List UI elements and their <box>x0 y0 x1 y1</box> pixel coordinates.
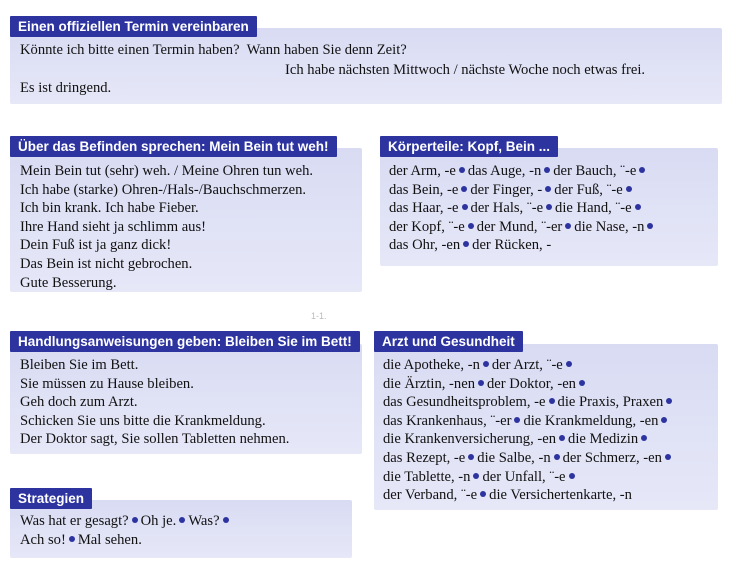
befinden-line: Ich habe (starke) Ohren-/Hals-/Bauchschmerzen. <box>20 181 307 198</box>
word: das Haar, -e <box>389 200 459 217</box>
bullet-dot <box>579 380 585 386</box>
page-mark: 1-1. <box>311 311 327 321</box>
bullet-dot <box>461 186 467 192</box>
bullet-dot <box>179 517 185 523</box>
word: die Nase, -n <box>574 218 645 235</box>
word: die Tablette, -n <box>383 468 471 485</box>
word: die Salbe, -n <box>477 449 551 466</box>
word: die Ärztin, -nen <box>383 375 475 392</box>
arzt-row <box>383 393 675 412</box>
word: der Finger, - <box>470 181 543 198</box>
arzt-row <box>383 449 675 468</box>
bullet-dot <box>69 536 75 542</box>
bullet-dot <box>462 204 468 210</box>
bullet-dot <box>626 186 632 192</box>
word: das Krankenhaus, ¨-er <box>383 412 512 429</box>
bullet-dot <box>565 223 571 229</box>
word: das Rezept, -e <box>383 449 466 466</box>
handlung-line: Bleiben Sie im Bett. <box>20 357 139 373</box>
befinden-line: Mein Bein tut (sehr) weh. / Meine Ohren tun weh. <box>20 163 314 179</box>
koerperteile-row <box>389 199 656 218</box>
phrase: Was? <box>188 513 220 529</box>
arzt-row <box>383 375 675 394</box>
koerperteile-row <box>389 218 656 237</box>
befinden-line: Gute Besserung. <box>20 274 117 291</box>
bullet-dot <box>468 223 474 229</box>
word: der Arzt, ¨-e <box>491 357 563 373</box>
strategien-row <box>20 531 232 550</box>
befinden-line: Das Bein ist nicht gebrochen. <box>20 255 193 272</box>
arzt-row <box>383 356 675 375</box>
word: das Ohr, -en <box>389 237 461 254</box>
word: die Krankenversicherung, -en <box>383 431 557 448</box>
bullet-dot <box>639 167 645 173</box>
word: der Mund, ¨-er <box>476 218 563 235</box>
koerperteile-row <box>389 181 656 200</box>
word: das Bein, -e <box>389 181 459 198</box>
bullet-dot <box>480 491 486 497</box>
arzt-row <box>383 486 675 505</box>
termin-line-1 <box>20 41 407 60</box>
termin-text <box>20 41 407 60</box>
word: der Bauch, ¨-e <box>553 163 637 179</box>
koerperteile-text <box>389 162 656 255</box>
word: die Hand, ¨-e <box>555 200 632 217</box>
bullet-dot <box>514 417 520 423</box>
bullet-dot <box>459 167 465 173</box>
word: der Schmerz, -en <box>562 449 662 466</box>
arzt-row <box>383 468 675 487</box>
bullet-dot <box>546 204 552 210</box>
word: die Krankmeldung, -en <box>523 412 659 429</box>
bullet-dot <box>661 417 667 423</box>
bullet-dot <box>641 435 647 441</box>
befinden-line: Ihre Hand sieht ja schlimm aus! <box>20 218 207 235</box>
bullet-dot <box>549 398 555 404</box>
koerperteile-row <box>389 162 656 181</box>
strategien-text <box>20 512 232 549</box>
befinden-text <box>20 162 313 292</box>
bullet-dot <box>554 454 560 460</box>
word: der Fuß, ¨-e <box>554 181 623 198</box>
handlung-line: Sie müssen zu Hause bleiben. <box>20 375 194 392</box>
word: das Auge, -n <box>467 163 542 179</box>
word: die Apotheke, -n <box>383 357 480 373</box>
phrase: Ach so! <box>20 531 66 548</box>
termin-question-1: Könnte ich bitte einen Termin haben? <box>20 42 240 58</box>
word: die Medizin <box>568 431 639 448</box>
bullet-dot <box>483 361 489 367</box>
termin-answer-2: Es ist dringend. <box>20 80 112 96</box>
bullet-dot <box>635 204 641 210</box>
arzt-heading: Arzt und Gesundheit <box>374 331 523 352</box>
word: der Arm, -e <box>389 163 456 179</box>
phrase: Was hat er gesagt? <box>20 513 129 529</box>
handlung-line: Schicken Sie uns bitte die Krankmeldung. <box>20 412 266 429</box>
handlung-heading: Handlungsanweisungen geben: Bleiben Sie im Bett! <box>10 331 360 352</box>
word: der Rücken, - <box>472 237 552 254</box>
koerperteile-row <box>389 236 656 255</box>
word: der Doktor, -en <box>487 375 576 392</box>
word: die Praxis, Praxen <box>557 394 664 411</box>
word: der Unfall, ¨-e <box>482 468 566 485</box>
bullet-dot <box>647 223 653 229</box>
bullet-dot <box>545 186 551 192</box>
word: das Gesundheitsproblem, -e <box>383 394 546 411</box>
bullet-dot <box>566 361 572 367</box>
befinden-heading: Über das Befinden sprechen: Mein Bein tut weh! <box>10 136 337 157</box>
befinden-line: Dein Fuß ist ja ganz dick! <box>20 237 172 254</box>
bullet-dot <box>478 380 484 386</box>
bullet-dot <box>665 454 671 460</box>
termin-answer-1: Ich habe nächsten Mittwoch / nächste Woche noch etwas frei. <box>285 62 646 78</box>
befinden-line: Ich bin krank. Ich habe Fieber. <box>20 200 199 217</box>
phrase: Mal sehen. <box>77 531 142 548</box>
word: der Kopf, ¨-e <box>389 218 465 235</box>
handlung-text <box>20 356 289 449</box>
handlung-line: Der Doktor sagt, Sie sollen Tabletten nehmen. <box>20 431 290 448</box>
bullet-dot <box>544 167 550 173</box>
termin-heading: Einen offiziellen Termin vereinbaren <box>10 16 257 37</box>
arzt-text <box>383 356 675 505</box>
bullet-dot <box>463 241 469 247</box>
word: die Versichertenkarte, -n <box>489 487 632 504</box>
bullet-dot <box>473 473 479 479</box>
bullet-dot <box>559 435 565 441</box>
strategien-heading: Strategien <box>10 488 92 509</box>
termin-question-2: Wann haben Sie denn Zeit? <box>246 42 407 58</box>
arzt-row <box>383 412 675 431</box>
handlung-line: Geh doch zum Arzt. <box>20 394 138 411</box>
koerperteile-heading: Körperteile: Kopf, Bein ... <box>380 136 558 157</box>
bullet-dot <box>468 454 474 460</box>
bullet-dot <box>132 517 138 523</box>
arzt-row <box>383 430 675 449</box>
bullet-dot <box>666 398 672 404</box>
strategien-row <box>20 512 232 531</box>
bullet-dot <box>223 517 229 523</box>
word: der Verband, ¨-e <box>383 487 478 504</box>
word: der Hals, ¨-e <box>470 200 544 217</box>
phrase: Oh je. <box>140 513 177 529</box>
bullet-dot <box>569 473 575 479</box>
